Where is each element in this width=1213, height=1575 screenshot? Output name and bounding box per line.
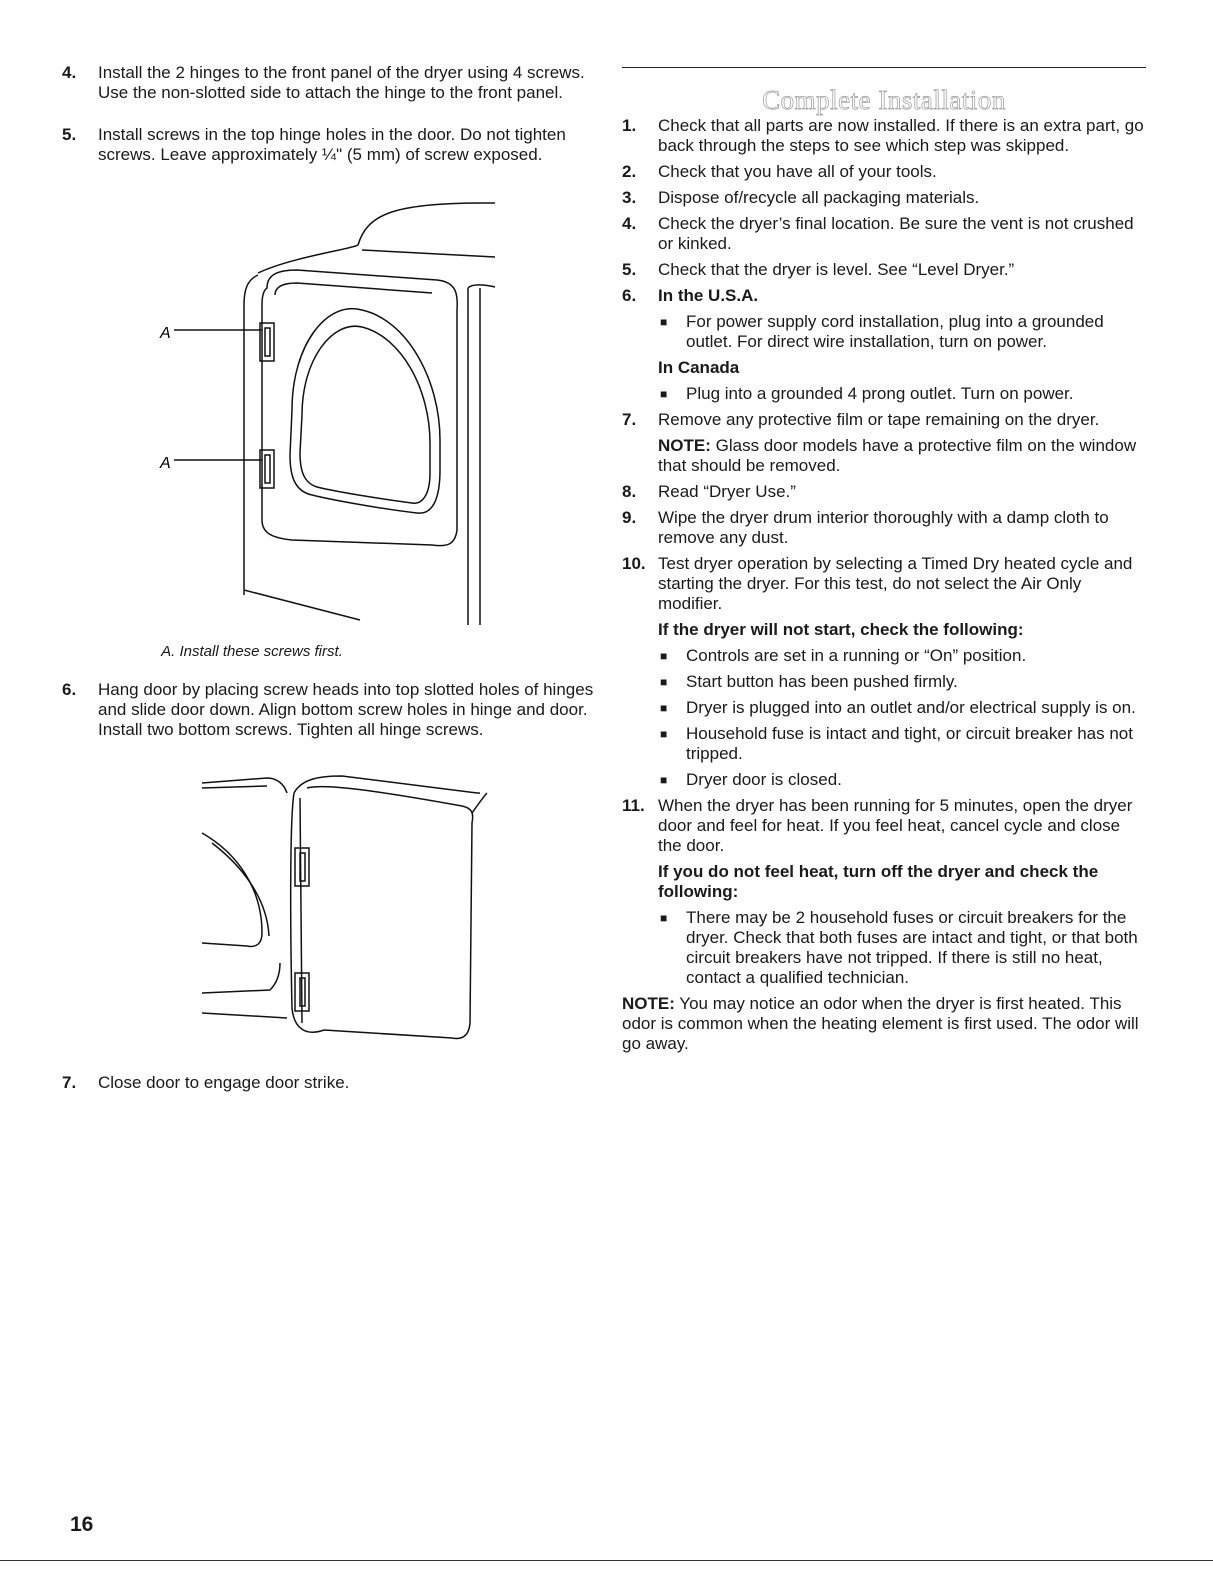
hang-door-figure [62, 768, 597, 1053]
step-number: 7. [62, 1073, 77, 1092]
step-number: 6. [62, 680, 77, 699]
step-4 [62, 63, 597, 103]
step-5: 5. Check that the dryer is level. See “Level Dryer.” [622, 260, 1015, 279]
list-item: ■ Household fuse is intact and tight, or circuit breaker has not tripped. [660, 724, 1133, 763]
list-item: ■ Controls are set in a running or “On” position. [660, 646, 1027, 665]
step-1: 1. Check that all parts are now installed. If there is an extra part, go back through the steps to see which step was skipped. [622, 116, 1144, 155]
bullet-icon: ■ [660, 701, 668, 715]
bullet-icon: ■ [660, 911, 668, 925]
list-item: ■ Plug into a grounded 4 prong outlet. Turn on power. [660, 384, 1074, 403]
final-note: NOTE: You may notice an odor when the dryer is first heated. This odor is common when the heating element is first used. The odor will go away. [622, 994, 1139, 1053]
step-10: 10. Test dryer operation by selecting a Timed Dry heated cycle and starting the dryer. For this test, do not select the Air Only modifier. [622, 554, 1133, 613]
step-text: Close door to engage door strike. [98, 1073, 350, 1092]
list-item: ■ Dryer is plugged into an outlet and/or electrical supply is on. [660, 698, 1136, 717]
step-7 [62, 1073, 597, 1093]
step-text: Hang door by placing screw heads into top slotted holes of hinges and slide door down. Align bottom screw holes in hinge and door. Install two bottom screws. Tighten all hinge screws. [98, 680, 594, 739]
troubleshoot-start [622, 620, 1146, 790]
step-5 [62, 125, 597, 165]
section-divider [622, 67, 1146, 68]
step-6 [62, 680, 597, 740]
bullet-icon: ■ [660, 773, 668, 787]
step-text: Install the 2 hinges to the front panel of the dryer using 4 screws. Use the non-slotted side to attach the hinge to the front panel. [98, 63, 585, 102]
bullet-icon: ■ [660, 649, 668, 663]
list-item: ■ Dryer door is closed. [660, 770, 842, 789]
hinge-install-figure [62, 195, 597, 635]
step-3: 3. Dispose of/recycle all packaging materials. [622, 188, 980, 207]
note: NOTE: Glass door models have a protective film on the window that should be removed. [658, 436, 1137, 475]
troubleshoot-heat [622, 862, 1146, 988]
subheading: If the dryer will not start, check the following: [658, 620, 1024, 639]
step-2: 2. Check that you have all of your tools. [622, 162, 937, 181]
step-text: Install screws in the top hinge holes in the door. Do not tighten screws. Leave approximately ¼" (5 mm) of screw exposed. [98, 125, 566, 164]
step-6: 6. In the U.S.A. [622, 286, 759, 305]
section-title: Complete Installation [762, 85, 1006, 115]
canada-heading: In Canada [658, 358, 740, 377]
bullet-icon: ■ [660, 727, 668, 741]
step-7: 7. Remove any protective film or tape remaining on the dryer. [622, 410, 1100, 429]
list-item: ■ There may be 2 household fuses or circuit breakers for the dryer. Check that both fuses are intact and tight, or that both circuit breakers have not tripped. If there is still no heat, contact a qualified technician. [660, 908, 1138, 987]
step-4: 4. Check the dryer’s final location. Be sure the vent is not crushed or kinked. [622, 214, 1134, 253]
bullet-icon: ■ [660, 387, 668, 401]
figure-caption: A. Install these screws first. [161, 643, 343, 660]
step-number: 5. [62, 125, 77, 144]
callout-label-a: A [160, 325, 171, 342]
bullet-icon: ■ [660, 675, 668, 689]
step-8: 8. Read “Dryer Use.” [622, 482, 796, 501]
page-number: 16 [70, 1513, 94, 1536]
callout-label-a: A [160, 455, 171, 472]
list-item: ■ Start button has been pushed firmly. [660, 672, 958, 691]
install-steps [622, 116, 1146, 1054]
subheading: If you do not feel heat, turn off the dryer and check the following: [658, 862, 1099, 901]
footer-rule [0, 1560, 1213, 1561]
step-11: 11. When the dryer has been running for 5 minutes, open the dryer door and feel for heat. If you feel heat, cancel cycle and close the door. [622, 796, 1133, 855]
step-9: 9. Wipe the dryer drum interior thoroughly with a damp cloth to remove any dust. [622, 508, 1109, 547]
step-number: 4. [62, 63, 77, 82]
list-item: ■ For power supply cord installation, plug into a grounded outlet. For direct wire installation, turn on power. [660, 312, 1104, 351]
usa-instructions [622, 312, 1146, 404]
bullet-icon: ■ [660, 315, 668, 329]
